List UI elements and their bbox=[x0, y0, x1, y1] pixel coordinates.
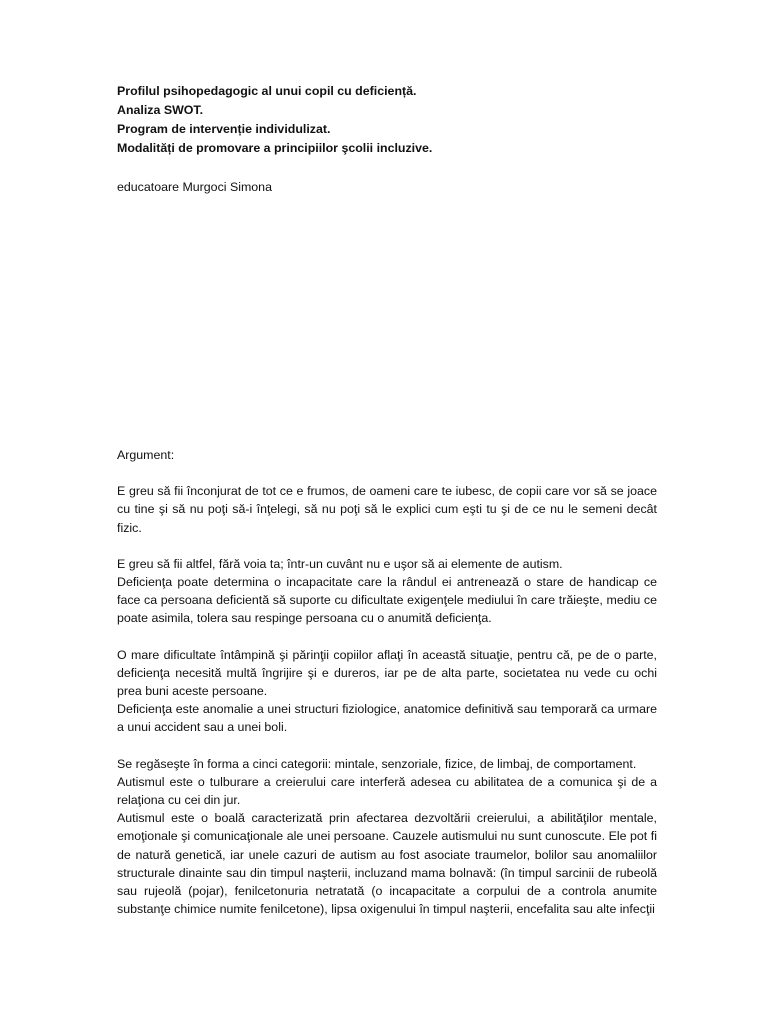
body-paragraph: Deficienţa este anomalie a unei structuri fiziologice, anatomice definitivă sau temporară ca urmare a unui accident sau a unei boli. bbox=[117, 702, 657, 735]
author-line: educatoare Murgoci Simona bbox=[117, 180, 272, 194]
title-line: Profilul psihopedagogic al unui copil cu deficiență. bbox=[117, 84, 417, 98]
body-paragraph: O mare dificultate întâmpină şi părinţii copiilor aflaţi în această situaţie, pentru că, pe de o parte, deficienţa necesită multă îngrijire şi e dureros, iar pe de alta parte, societatea nu vede cu ochi prea buni aceste persoane. bbox=[117, 647, 657, 699]
title-line: Modalități de promovare a principiilor şcolii incluzive. bbox=[117, 141, 433, 155]
body-paragraph: E greu să fii altfel, fără voia ta; într-un cuvânt nu e uşor să ai elemente de autism. bbox=[117, 556, 563, 571]
title-line: Analiza SWOT. bbox=[117, 103, 204, 117]
body-paragraph: Autismul este o boală caracterizată prin afectarea dezvoltării creierului, a abilităţilor mentale, emoţionale şi comunicaţionale ale unei persoane. Cauzele autismului nu sunt cunoscute. Ele pot fi de natură genetică, iar unele cazuri de autism au fost asociate traumelor, bolilor sau anomaliilor structurale dinainte sau din timpul naşterii, incluzand mama bolnavă: (în timpul sarcinii de rubeolă sau rujeolă (pojar), fenilcetonuria netratată (o incapacitate a corpului de a controla anumite substanţe chimice numite fenilcetone), lipsa oxigenului în timpul naşterii, encefalita sau alte infecţii bbox=[117, 811, 657, 917]
document-title-block bbox=[117, 82, 668, 158]
body-paragraph: Se regăseşte în forma a cinci categorii: mintale, senzoriale, fizice, de limbaj, de comportament. bbox=[117, 756, 637, 771]
section-heading: Argument: bbox=[117, 448, 175, 462]
body-paragraph: E greu să fii înconjurat de tot ce e frumos, de oameni care te iubesc, de copii care vor să se joace cu tine şi să nu poţi să-i înţelegi, să nu poţi să le explici cum eşti tu şi de ce nu le semeni decât fizic. bbox=[117, 484, 657, 535]
title-line: Program de intervenție individulizat. bbox=[117, 122, 331, 136]
body-paragraph: Deficienţa poate determina o incapacitate care la rândul ei antrenează o stare de handicap ce face ca persoana deficientă să suporte cu dificultate exigenţele mediului în care trăieşte, mediu ce poate asimila, tolera sau respinge persoana cu o anumită deficienţa. bbox=[117, 575, 657, 626]
body-paragraph: Autismul este o tulburare a creierului care interferă adesea cu abilitatea de a comunica şi de a relaţiona cu cei din jur. bbox=[117, 774, 657, 808]
document-body bbox=[117, 446, 657, 918]
